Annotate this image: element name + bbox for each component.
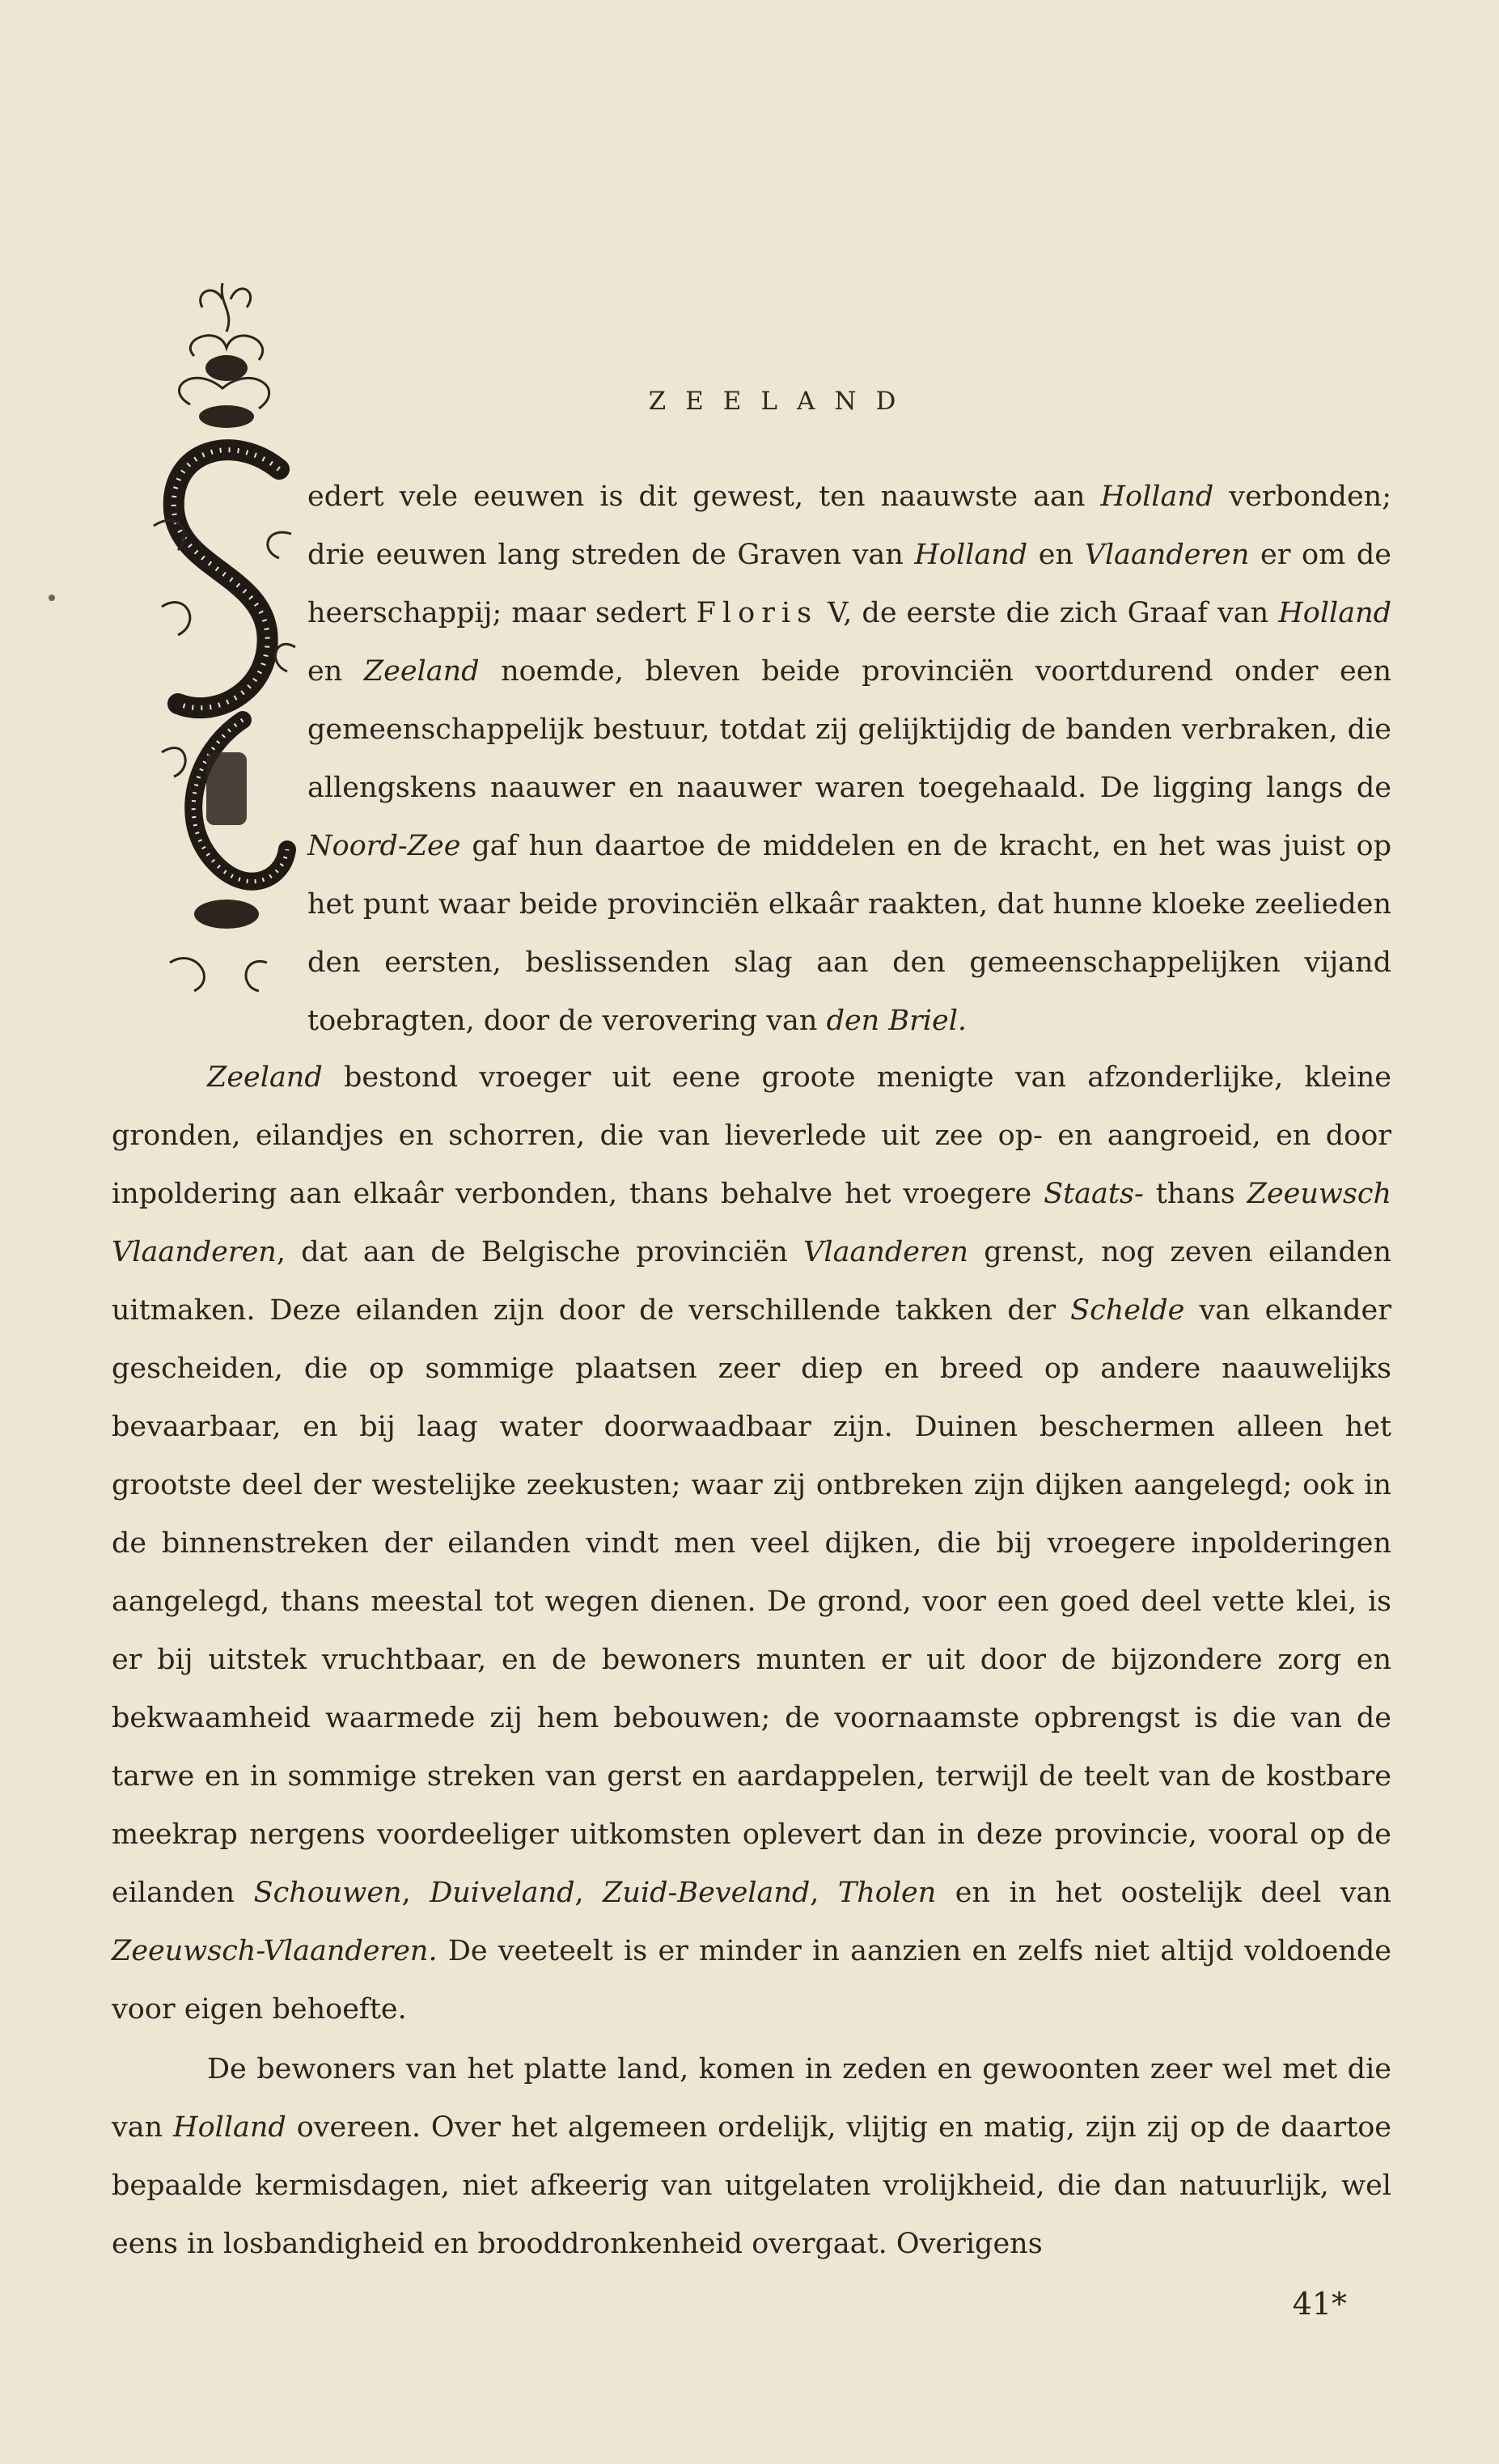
text-run: V, de eerste die zich Graaf van bbox=[818, 597, 1279, 629]
text-run: thans bbox=[1143, 1178, 1247, 1210]
spaced-name: Floris bbox=[696, 597, 819, 629]
italic-term: Schelde bbox=[1070, 1294, 1185, 1327]
page-number: 41* bbox=[1292, 2286, 1347, 2322]
italic-term: Zeeuwsch-Vlaanderen. bbox=[112, 1935, 438, 1967]
text-run: , dat aan de Belgische provinciën bbox=[276, 1236, 804, 1268]
text-run: er om de heerschappij; maar sedert bbox=[307, 539, 1392, 629]
text-run: en in het oostelijk deel van bbox=[936, 1877, 1391, 1909]
text-run: en bbox=[1027, 539, 1085, 571]
paragraph bbox=[112, 2040, 1391, 2273]
text-run: overeen. Over het algemeen ordelijk, vlijtig en matig, zijn zij op de daartoe bepaalde kermisdagen, niet afkeerig van uitgelaten vrolijkheid, die dan natuurlijk, wel eens in losbandigheid en brooddronkenheid overgaat. Overigens bbox=[112, 2111, 1392, 2260]
italic-term: Vlaanderen bbox=[803, 1236, 968, 1268]
italic-term: Noord-Zee bbox=[307, 830, 461, 862]
ornament-illustration bbox=[146, 267, 307, 1019]
opening-paragraph-text bbox=[307, 468, 1391, 1050]
text-run: noemde, bleven beide provinciën voortdurend onder een gemeenschappelijk bestuur, totdat zij gelijktijdig de banden verbraken, die allengskens naauwer en naauwer waren toegehaald. De ligging langs de bbox=[307, 655, 1391, 804]
italic-term: Zeeland bbox=[363, 655, 480, 688]
paragraph bbox=[112, 1048, 1391, 2039]
body-text bbox=[112, 1048, 1391, 2273]
text-run: grenst, nog zeven eilanden uitmaken. Deze eilanden zijn door de verschillende takken der bbox=[112, 1236, 1391, 1327]
italic-term: Holland bbox=[1100, 481, 1214, 513]
text-run: De veeteelt is er minder in aanzien en zelfs niet altijd voldoende voor eigen behoefte. bbox=[112, 1935, 1391, 2026]
text-run: gaf hun daartoe de middelen en de kracht, en het was juist op het punt waar beide provinciën elkaâr raakten, dat hunne kloeke zeelieden den eersten, beslissenden slag aan den gemeenschappelijken vijand toebragten, door de verovering van bbox=[307, 830, 1391, 1037]
italic-term: Schouwen bbox=[253, 1877, 402, 1909]
italic-term: den Briel. bbox=[826, 1005, 968, 1037]
opening-paragraph bbox=[307, 468, 1391, 1050]
text-run: bestond vroeger uit eene groote menigte van afzonderlijke, kleine gronden, eilandjes en schorren, die van lieverlede uit zee op- en aangroeid, en door inpoldering aan elkaâr verbonden, thans behalve het vroegere bbox=[112, 1061, 1391, 1210]
italic-term: Holland bbox=[914, 539, 1028, 571]
text-run: en bbox=[307, 655, 364, 688]
text-run: edert vele eeuwen is dit gewest, ten naauwste aan bbox=[307, 481, 1101, 513]
italic-term: Vlaanderen bbox=[1084, 539, 1250, 571]
italic-term: Tholen bbox=[837, 1877, 937, 1909]
text-run: van elkander gescheiden, die op sommige plaatsen zeer diep en breed op andere naauwelijks bevaarbaar, en bij laag water doorwaadbaar zijn. Duinen beschermen alleen het grootste deel der westelijke zeekusten; waar zij ontbreken zijn dijken aangelegd; ook in de binnenstreken der eilanden vindt men veel dijken, die bij vroegere inpolderingen aangelegd, thans meestal tot wegen dienen. De grond, voor een goed deel vette klei, is er bij uitstek vruchtbaar, en de bewoners munten er uit door de bijzondere zorg en bekwaamheid waarmede zij hem bebouwen; de voornaamste opbrengst is die van de tarwe en in sommige streken van gerst en aardappelen, terwijl de teelt van de kostbare meekrap nergens voordeeliger uitkomsten oplevert dan in deze provincie, vooral op de eilanden bbox=[112, 1294, 1391, 1909]
text-run: verbonden; drie eeuwen lang streden de Graven van bbox=[307, 481, 1391, 571]
ink-speck bbox=[49, 595, 55, 601]
page-title: ZEELAND bbox=[648, 387, 916, 416]
italic-term: Zeeland bbox=[207, 1061, 323, 1094]
italic-term: Duiveland bbox=[430, 1877, 575, 1909]
italic-term: Holland bbox=[173, 2111, 286, 2144]
italic-term: Staats- bbox=[1044, 1178, 1144, 1210]
ornamental-initial-s bbox=[146, 267, 307, 1019]
italic-term: Zuid-Beveland bbox=[603, 1877, 811, 1909]
text-run: , bbox=[810, 1877, 838, 1909]
text-run: , bbox=[401, 1877, 430, 1909]
text-run: , bbox=[574, 1877, 603, 1909]
text-run: De bewoners van het platte land, komen in zeden en gewoonten zeer wel met die van bbox=[112, 2053, 1391, 2144]
italic-term: Holland bbox=[1278, 597, 1392, 629]
italic-term: Zeeuwsch Vlaanderen bbox=[112, 1178, 1391, 1268]
